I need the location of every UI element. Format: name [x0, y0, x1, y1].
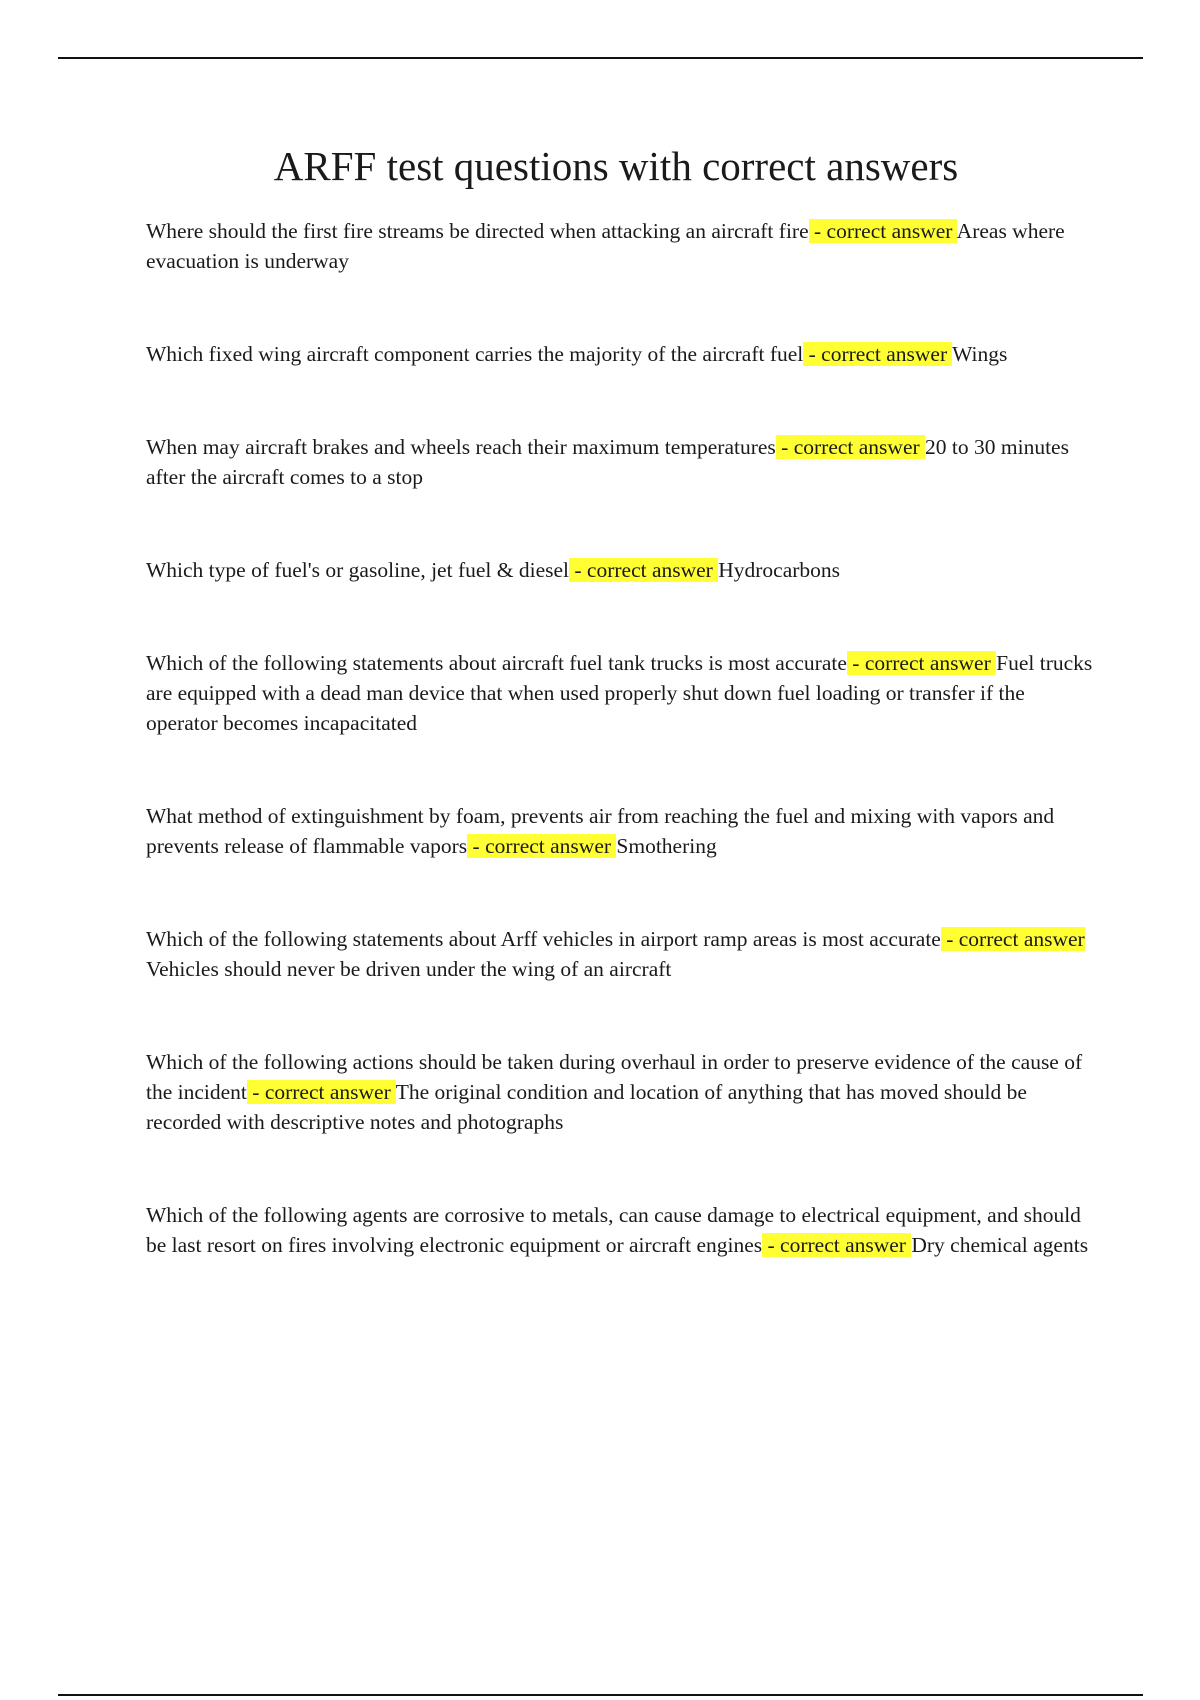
question-text: Which type of fuel's or gasoline, jet fuel & diesel [146, 558, 569, 582]
qa-item-8 [146, 1047, 1096, 1137]
qa-item-6 [146, 801, 1096, 861]
qa-list [146, 216, 1096, 1323]
question-text: Which of the following statements about Arff vehicles in airport ramp areas is most accurate [146, 927, 941, 951]
qa-item-2 [146, 339, 1096, 369]
question-text: Which of the following statements about aircraft fuel tank trucks is most accurate [146, 651, 847, 675]
correct-answer-highlight: - correct answer [467, 834, 617, 858]
correct-answer-highlight: - correct answer [808, 219, 957, 243]
answer-text: Wings [952, 342, 1008, 366]
correct-answer-highlight: - correct answer [940, 927, 1085, 951]
correct-answer-highlight: - correct answer [569, 558, 719, 582]
qa-item-3 [146, 432, 1096, 492]
qa-item-9 [146, 1200, 1096, 1260]
qa-item-1 [146, 216, 1096, 276]
qa-item-7 [146, 924, 1096, 984]
question-text: Which of the following actions should be taken during overhaul in order to preserve evidence of the cause of the incident [146, 1050, 1083, 1104]
qa-item-5 [146, 648, 1096, 738]
answer-text: Smothering [616, 834, 717, 858]
correct-answer-highlight: - correct answer [775, 435, 926, 459]
question-text: Where should the first fire streams be directed when attacking an aircraft fire [146, 219, 809, 243]
question-text: Which fixed wing aircraft component carries the majority of the aircraft fuel [146, 342, 804, 366]
question-text: Which of the following agents are corrosive to metals, can cause damage to electrical equipment, and should be last resort on fires involving electronic equipment or aircraft engines [146, 1203, 1081, 1257]
correct-answer-highlight: - correct answer [803, 342, 953, 366]
answer-text: Fuel trucks are equipped with a dead man device that when used properly shut down fuel loading or transfer if the operator becomes incapacitated [146, 651, 1093, 735]
correct-answer-highlight: - correct answer [246, 1080, 396, 1104]
bottom-rule [58, 1694, 1143, 1696]
document-title: ARFF test questions with correct answers [273, 143, 959, 189]
answer-text: Areas where evacuation is underway [146, 219, 1065, 273]
answer-text: Dry chemical agents [911, 1233, 1089, 1257]
correct-answer-highlight: - correct answer [762, 1233, 912, 1257]
question-text: What method of extinguishment by foam, prevents air from reaching the fuel and mixing with vapors and prevents release of flammable vapors [146, 804, 1055, 858]
answer-text: Vehicles should never be driven under the wing of an aircraft [146, 957, 672, 981]
answer-text: 20 to 30 minutes after the aircraft comes to a stop [146, 435, 1069, 489]
answer-text: The original condition and location of anything that has moved should be recorded with descriptive notes and photographs [146, 1080, 1027, 1134]
top-rule [58, 57, 1143, 59]
correct-answer-highlight: - correct answer [846, 651, 997, 675]
qa-item-4 [146, 555, 1096, 585]
question-text: When may aircraft brakes and wheels reach their maximum temperatures [146, 435, 776, 459]
answer-text: Hydrocarbons [718, 558, 841, 582]
